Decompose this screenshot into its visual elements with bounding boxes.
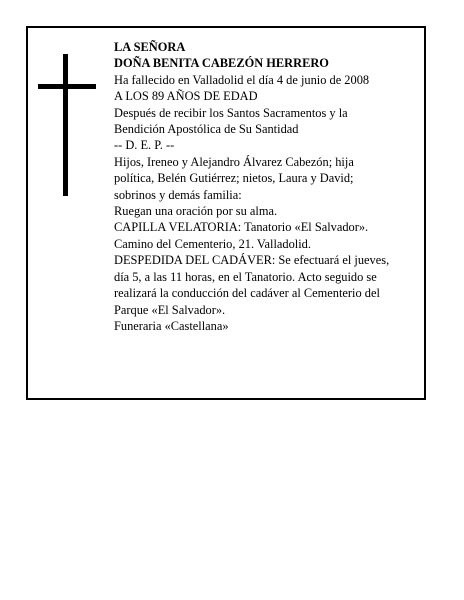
chapel-line-2: Camino del Cementerio, 21. Valladolid. (114, 236, 311, 251)
chapel-line-1: CAPILLA VELATORIA: Tanatorio «El Salvador». (114, 220, 369, 235)
notice-title: LA SEÑORA (114, 40, 186, 54)
family-line-2: política, Belén Gutiérrez; nietos, Laura y David; (114, 171, 354, 186)
farewell-line-1: DESPEDIDA DEL CADÁVER: Se efectuará el jueves, (114, 253, 390, 268)
deceased-name: DOÑA BENITA CABEZÓN HERRERO (114, 56, 329, 71)
cross-icon-horizontal-bar (38, 84, 96, 89)
cross-icon-vertical-bar (63, 54, 68, 196)
death-date-line: Ha fallecido en Valladolid el día 4 de junio de 2008 (114, 72, 370, 87)
obituary-text (114, 39, 414, 334)
sacraments-line-1: Después de recibir los Santos Sacramentos y la (114, 105, 348, 120)
rest-in-peace: -- D. E. P. -- (114, 138, 175, 153)
sacraments-line-2: Bendición Apostólica de Su Santidad (114, 122, 299, 137)
family-line-1: Hijos, Ireneo y Alejandro Álvarez Cabezón; hija (114, 154, 354, 169)
farewell-line-4: Parque «El Salvador». (114, 302, 226, 317)
farewell-line-3: realizará la conducción del cadáver al Cementerio del (114, 286, 380, 301)
age-line: A LOS 89 AÑOS DE EDAD (114, 89, 258, 104)
farewell-line-2: día 5, a las 11 horas, en el Tanatorio. Acto seguido se (114, 269, 377, 284)
prayer-request: Ruegan una oración por su alma. (114, 204, 278, 219)
funeral-home: Funeraria «Castellana» (114, 318, 229, 333)
family-line-3: sobrinos y demás familia: (114, 187, 242, 202)
